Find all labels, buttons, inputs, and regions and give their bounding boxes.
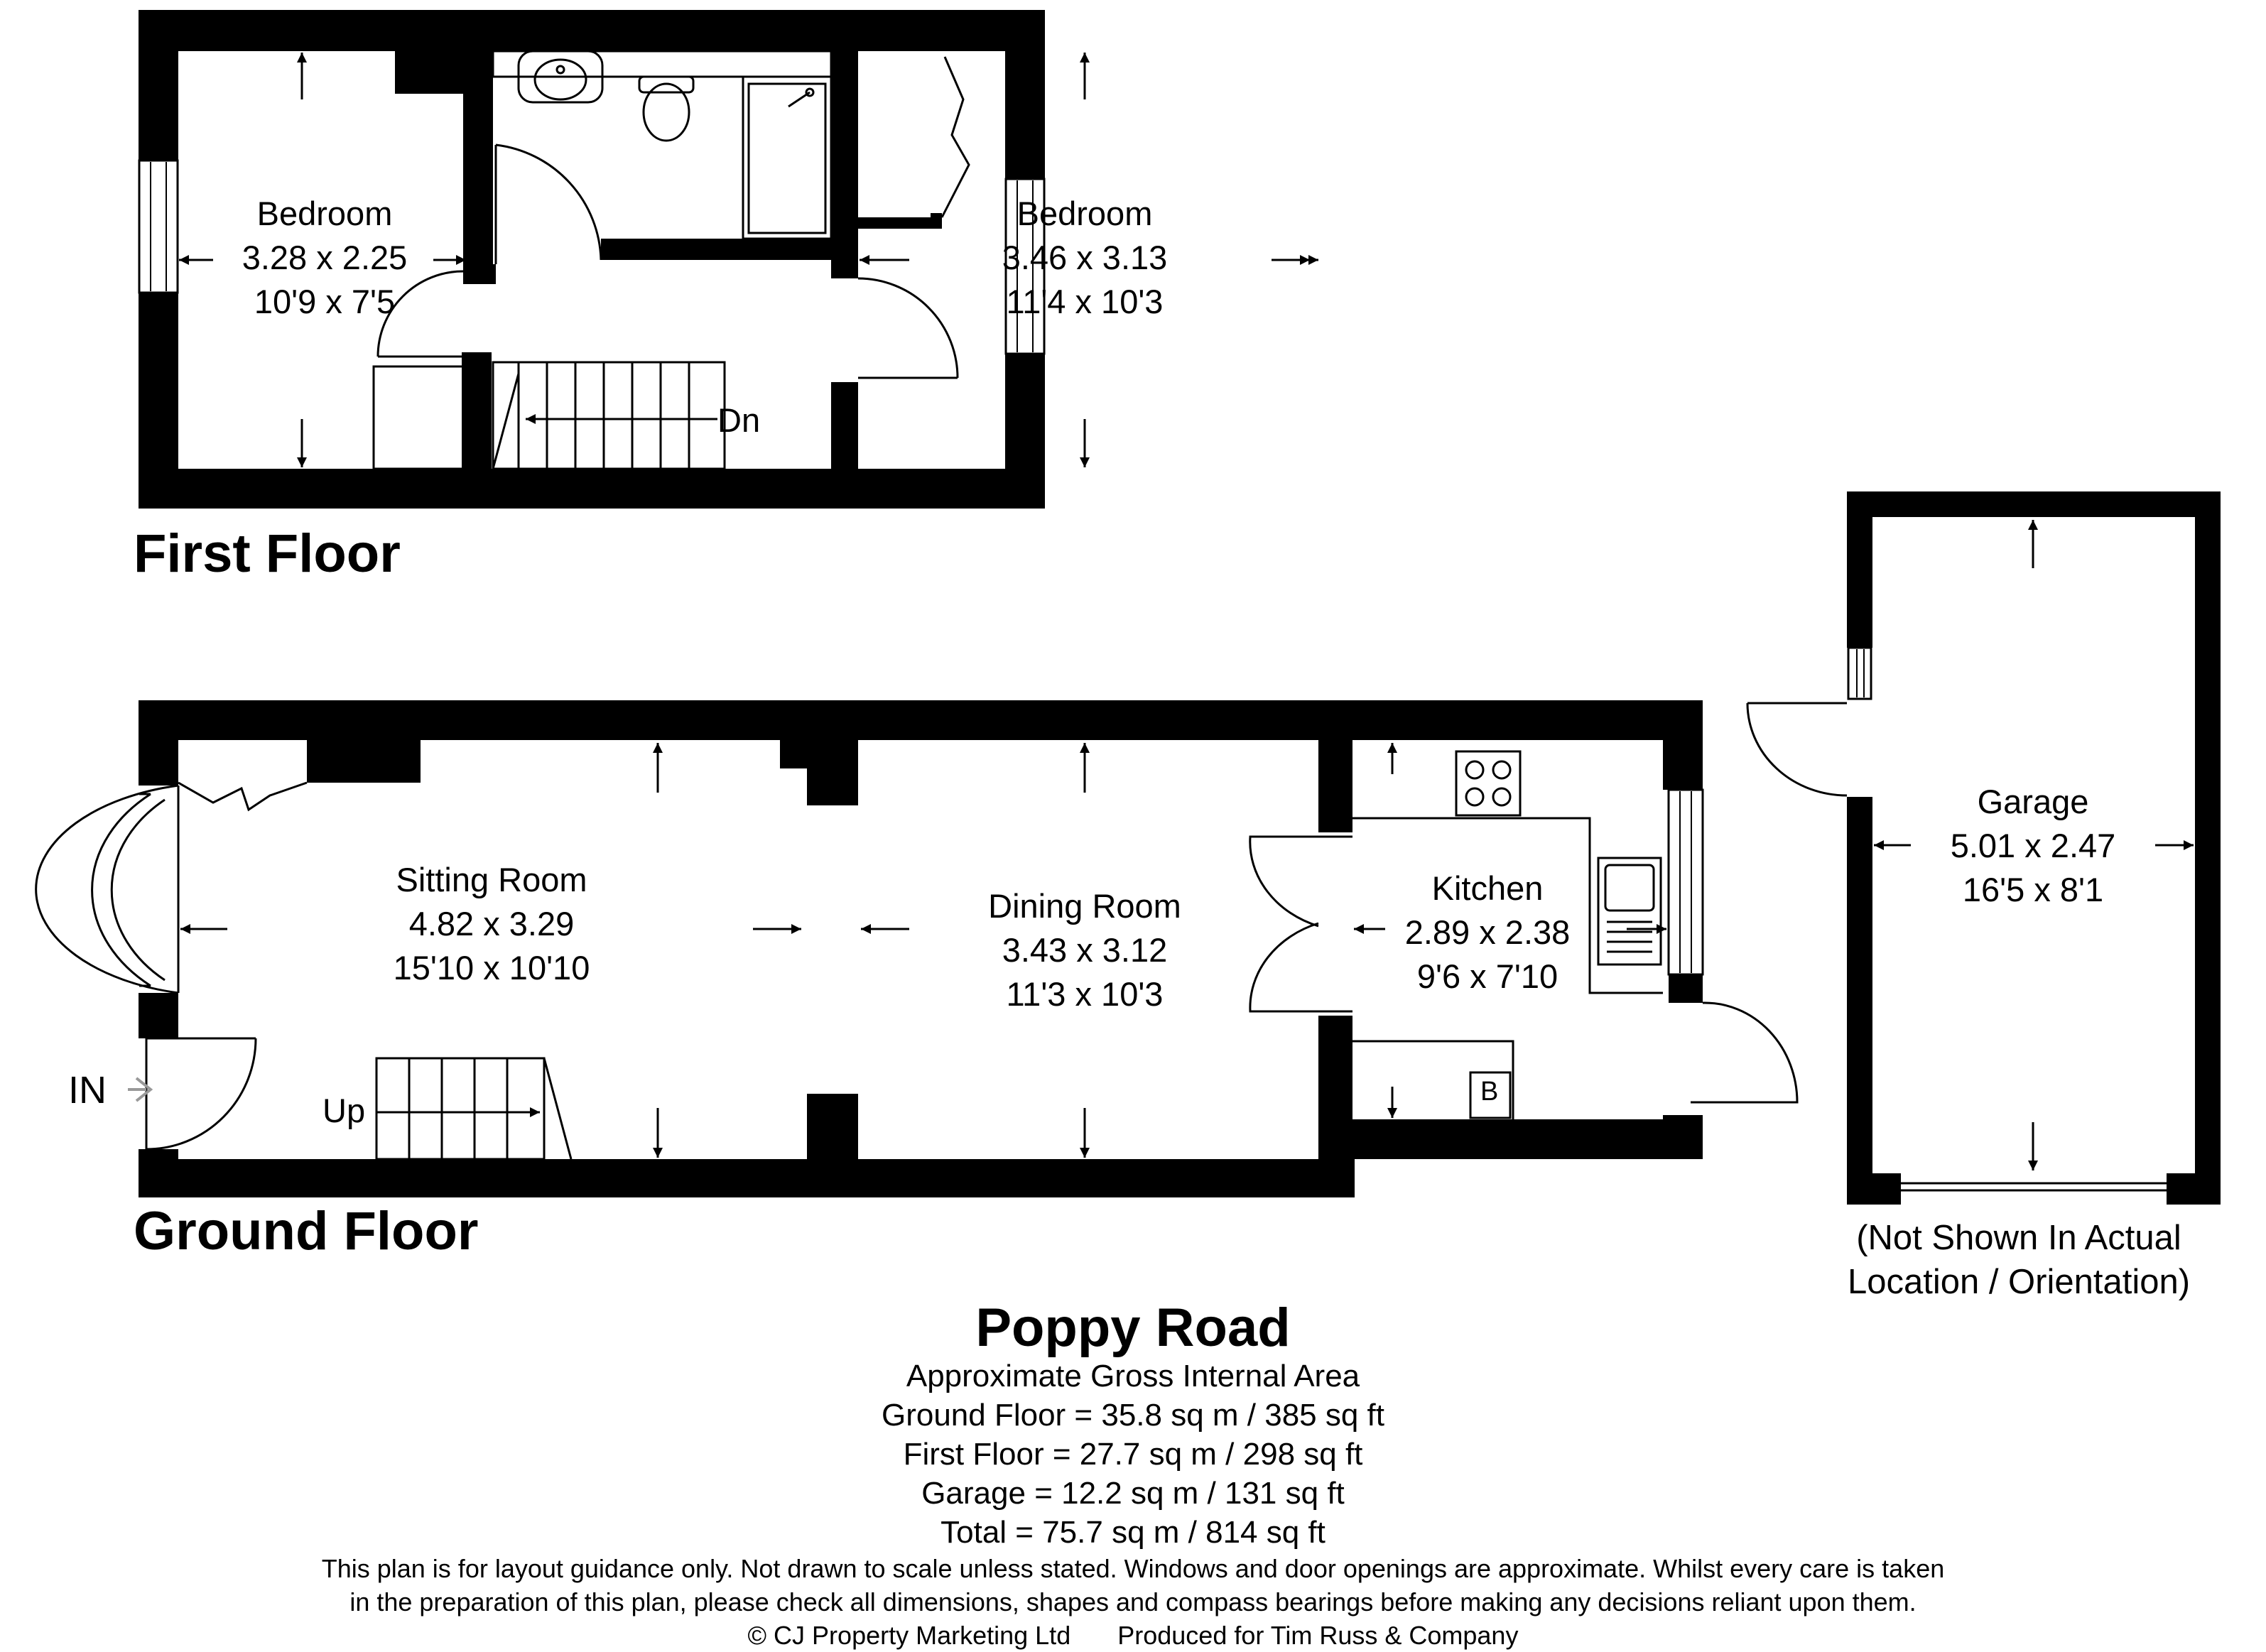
window-bedroom-left	[139, 161, 178, 293]
ground-floor-stairs	[376, 1058, 571, 1159]
property-title: Poppy Road	[975, 1298, 1291, 1358]
first-floor-title: First Floor	[134, 523, 401, 584]
first-floor-wall-bottom	[139, 469, 1045, 509]
room-metric: 3.28 x 2.25	[242, 239, 408, 276]
room-metric: 3.46 x 3.13	[1002, 239, 1168, 276]
plan-footer	[0, 1300, 2266, 1652]
bedroom-left-label	[242, 192, 408, 324]
stairs-up-label: Up	[322, 1092, 366, 1129]
room-metric: 4.82 x 3.29	[408, 905, 575, 942]
first-floor-wall-top	[139, 10, 1045, 51]
kitchen-label	[1405, 866, 1571, 999]
room-imperial: 15'10 x 10'10	[393, 949, 590, 987]
credits	[0, 1619, 2266, 1652]
room-name: Kitchen	[1431, 869, 1544, 907]
garage-area: Garage = 12.2 sq m / 131 sq ft	[921, 1476, 1345, 1511]
room-name: Dining Room	[988, 887, 1181, 925]
room-imperial: 11'3 x 10'3	[1006, 975, 1164, 1013]
entrance-label: IN	[68, 1069, 107, 1112]
ground-floor-title: Ground Floor	[134, 1201, 479, 1261]
room-name: Bedroom	[1017, 195, 1153, 232]
shower-icon	[743, 77, 831, 239]
ground-floor-area: Ground Floor = 35.8 sq m / 385 sq ft	[881, 1398, 1385, 1433]
garage-label	[1951, 780, 2116, 912]
garage-note	[1848, 1216, 2190, 1304]
room-name: Bedroom	[256, 195, 393, 232]
copyright: © CJ Property Marketing Ltd	[747, 1621, 1071, 1650]
garage-note-line2: Location / Orientation)	[1847, 1263, 2191, 1301]
room-metric: 3.43 x 3.12	[1002, 931, 1168, 969]
room-imperial: 10'9 x 7'5	[254, 283, 396, 320]
disclaimer-line2: in the preparation of this plan, please check all dimensions, shapes and compass bearings before making any decisions reliant upon them.	[349, 1587, 1917, 1616]
room-imperial: 9'6 x 7'10	[1416, 957, 1558, 995]
bay-window	[36, 786, 178, 993]
window-garage	[1848, 648, 1871, 699]
total-area: Total = 75.7 sq m / 814 sq ft	[940, 1515, 1326, 1550]
area-heading: Approximate Gross Internal Area	[906, 1359, 1360, 1393]
garage-note-line1: (Not Shown In Actual	[1856, 1219, 2181, 1257]
bedroom-right-label	[1002, 192, 1168, 324]
room-imperial: 11'4 x 10'3	[1006, 283, 1164, 320]
garage-door	[1747, 703, 2167, 1190]
disclaimer-line1: This plan is for layout guidance only. Not drawn to scale unless stated. Windows and door openings are approximate. Whilst every care is taken	[321, 1554, 1945, 1583]
room-metric: 5.01 x 2.47	[1950, 827, 2116, 864]
dining-room-label	[988, 884, 1181, 1016]
first-floor-area: First Floor = 27.7 sq m / 298 sq ft	[903, 1437, 1363, 1472]
first-floor-stairs	[374, 362, 725, 469]
ground-floor-wall-top	[139, 700, 1703, 740]
stairs-down-label: Dn	[717, 401, 761, 439]
produced-for: Produced for Tim Russ & Company	[1117, 1621, 1519, 1650]
room-name: Sitting Room	[396, 861, 587, 898]
room-metric: 2.89 x 2.38	[1404, 913, 1571, 951]
boiler-label: B	[1480, 1077, 1499, 1107]
bathroom-fixtures	[493, 51, 831, 239]
room-imperial: 16'5 x 8'1	[1962, 871, 2104, 908]
ground-floor-wall-bottom	[139, 1159, 1355, 1197]
room-name: Garage	[1977, 783, 2089, 820]
sitting-room-label	[394, 858, 590, 990]
front-door	[146, 1038, 256, 1149]
window-kitchen	[1669, 790, 1703, 974]
hob-icon	[1456, 751, 1520, 815]
